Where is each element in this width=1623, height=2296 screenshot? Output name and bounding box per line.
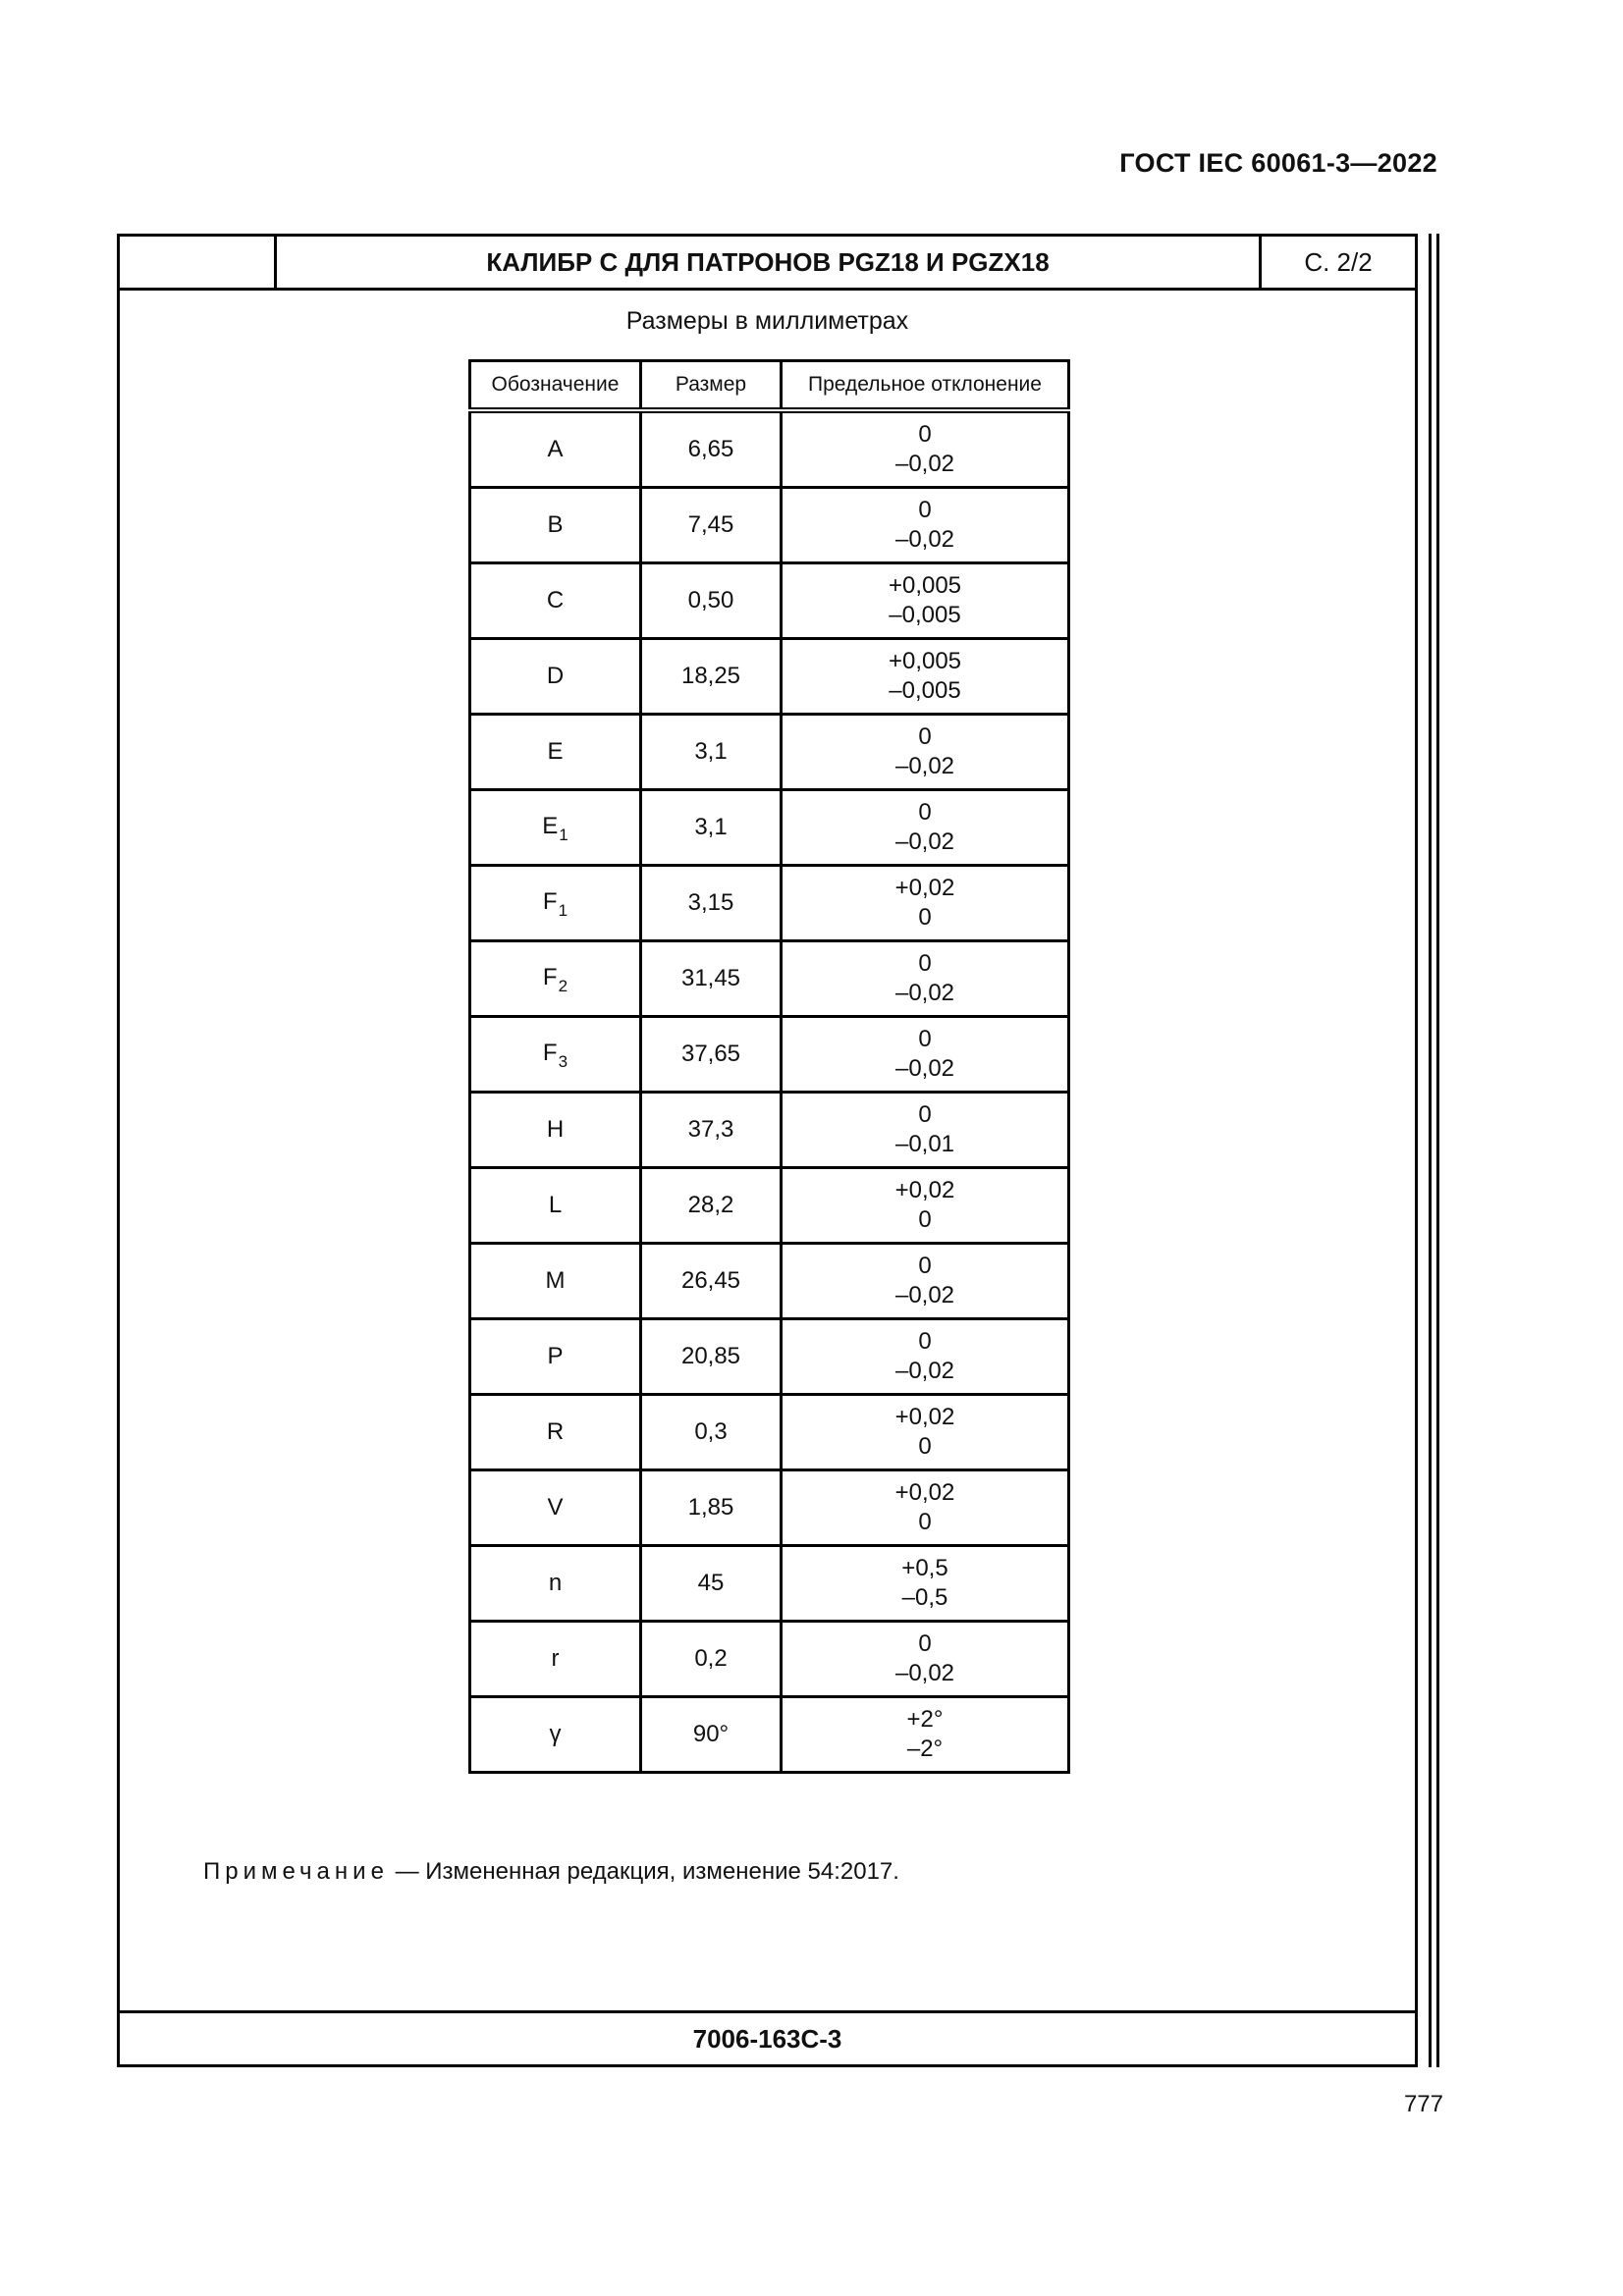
cell-tolerance: [782, 715, 1069, 790]
cell-size: 0,2: [641, 1622, 782, 1697]
tolerance-lower: 0: [918, 1433, 932, 1460]
table-row: [470, 1244, 1069, 1319]
cell-size: 6,65: [641, 410, 782, 488]
cell-size: 1,85: [641, 1470, 782, 1546]
cell-symbol: [470, 866, 641, 941]
symbol-text: E: [542, 813, 559, 839]
cell-symbol: [470, 1546, 641, 1622]
tolerance-lower: 0: [918, 1509, 932, 1535]
cell-size: 7,45: [641, 488, 782, 563]
tolerance-upper: 0: [918, 1253, 932, 1279]
title-row: [120, 237, 1415, 291]
cell-tolerance: [782, 1697, 1069, 1773]
tolerance-upper: 0: [918, 723, 932, 750]
cell-size: 26,45: [641, 1244, 782, 1319]
tolerance-lower: –0,5: [901, 1584, 948, 1611]
table-row: [470, 410, 1069, 488]
tolerance-upper: 0: [918, 950, 932, 977]
cell-tolerance: [782, 1395, 1069, 1470]
header-tolerance: Предельное отклонение: [782, 361, 1069, 411]
symbol-subscript: 1: [558, 901, 568, 920]
table-row: [470, 1697, 1069, 1773]
cell-symbol: [470, 1622, 641, 1697]
table-row: [470, 488, 1069, 563]
note: [203, 1858, 899, 1886]
cell-symbol: [470, 1244, 641, 1319]
table-header-row: [470, 361, 1069, 411]
symbol-text: B: [547, 511, 564, 538]
tolerance-lower: –0,02: [894, 1055, 955, 1082]
symbol-text: F: [542, 964, 558, 990]
dimensions-table: [468, 359, 1070, 1774]
tolerance-upper: +0,02: [894, 1404, 955, 1430]
tolerance-lower: –0,02: [894, 1358, 955, 1384]
frame-rail-inner: [1429, 234, 1432, 2067]
tolerance-upper: 0: [918, 799, 932, 826]
cell-size: 45: [641, 1546, 782, 1622]
cell-tolerance: [782, 488, 1069, 563]
cell-tolerance: [782, 1470, 1069, 1546]
table-row: [470, 639, 1069, 715]
tolerance-upper: 0: [918, 421, 932, 448]
tolerance-upper: 0: [918, 1101, 932, 1128]
tolerance-lower: –0,005: [889, 602, 961, 628]
cell-symbol: [470, 488, 641, 563]
cell-size: 28,2: [641, 1168, 782, 1244]
cell-symbol: [470, 563, 641, 639]
symbol-text: r: [551, 1645, 560, 1672]
header-symbol: Обозначение: [470, 361, 641, 411]
cell-size: 3,15: [641, 866, 782, 941]
tolerance-lower: –0,005: [889, 677, 961, 704]
tolerance-lower: –0,01: [894, 1131, 955, 1157]
standard-header: ГОСТ IEC 60061-3—2022: [1119, 148, 1437, 178]
table-body: [470, 410, 1069, 1773]
symbol-text: n: [548, 1570, 563, 1596]
cell-tolerance: [782, 1168, 1069, 1244]
cell-tolerance: [782, 1093, 1069, 1168]
title-blank-cell: [120, 237, 277, 288]
sheet-page: С. 2/2: [1304, 246, 1373, 277]
table-row: [470, 1622, 1069, 1697]
table-row: [470, 790, 1069, 866]
cell-symbol: [470, 1093, 641, 1168]
table-row: [470, 941, 1069, 1017]
cell-symbol: [470, 1017, 641, 1093]
table-row: [470, 866, 1069, 941]
header-size: Размер: [641, 361, 782, 411]
table-row: [470, 1017, 1069, 1093]
cell-symbol: [470, 941, 641, 1017]
page-number: 777: [1403, 2091, 1443, 2117]
cell-size: 37,3: [641, 1093, 782, 1168]
symbol-subscript: 3: [558, 1052, 568, 1071]
cell-symbol: [470, 1319, 641, 1395]
table-row: [470, 1470, 1069, 1546]
cell-size: 18,25: [641, 639, 782, 715]
cell-tolerance: [782, 563, 1069, 639]
tolerance-upper: +0,02: [894, 1479, 955, 1506]
cell-size: 20,85: [641, 1319, 782, 1395]
symbol-text: V: [547, 1494, 564, 1521]
tolerance-lower: –0,02: [894, 828, 955, 855]
symbol-text: D: [546, 663, 565, 689]
cell-tolerance: [782, 639, 1069, 715]
table-row: [470, 1319, 1069, 1395]
cell-symbol: [470, 1168, 641, 1244]
tolerance-lower: –0,02: [894, 753, 955, 779]
symbol-text: P: [547, 1343, 564, 1369]
table-row: [470, 1168, 1069, 1244]
units-caption: Размеры в миллиметрах: [625, 307, 909, 335]
tolerance-lower: –0,02: [894, 451, 955, 477]
tolerance-upper: 0: [918, 1630, 932, 1657]
cell-symbol: [470, 790, 641, 866]
note-text: — Измененная редакция, изменение 54:2017.: [388, 1858, 899, 1885]
table-row: [470, 715, 1069, 790]
symbol-text: C: [546, 587, 565, 614]
symbol-text: F: [542, 888, 558, 915]
tolerance-lower: –0,02: [894, 526, 955, 553]
cell-size: 0,50: [641, 563, 782, 639]
tolerance-upper: +0,005: [888, 648, 962, 674]
cell-tolerance: [782, 410, 1069, 488]
symbol-text: M: [545, 1267, 566, 1294]
tolerance-lower: 0: [918, 1206, 932, 1233]
symbol-text: γ: [549, 1721, 562, 1747]
tolerance-lower: –2°: [906, 1735, 944, 1762]
symbol-text: E: [547, 738, 564, 765]
cell-size: 0,3: [641, 1395, 782, 1470]
cell-size: 3,1: [641, 715, 782, 790]
cell-symbol: [470, 1470, 641, 1546]
cell-symbol: [470, 715, 641, 790]
symbol-text: L: [548, 1192, 563, 1218]
cell-tolerance: [782, 1546, 1069, 1622]
tolerance-upper: 0: [918, 497, 932, 523]
symbol-text: A: [547, 436, 564, 462]
tolerance-upper: 0: [918, 1026, 932, 1052]
sheet-code: 7006-163С-3: [120, 2010, 1415, 2064]
frame-rail-outer: [1436, 234, 1439, 2067]
cell-size: 31,45: [641, 941, 782, 1017]
cell-size: 90°: [641, 1697, 782, 1773]
symbol-subscript: 1: [559, 826, 568, 844]
symbol-text: R: [546, 1418, 565, 1445]
cell-size: 37,65: [641, 1017, 782, 1093]
symbol-text: H: [546, 1116, 565, 1143]
cell-symbol: [470, 639, 641, 715]
tolerance-upper: 0: [918, 1328, 932, 1355]
cell-symbol: [470, 1395, 641, 1470]
tolerance-lower: –0,02: [894, 1282, 955, 1308]
cell-symbol: [470, 1697, 641, 1773]
tolerance-upper: +0,02: [894, 1177, 955, 1203]
cell-tolerance: [782, 941, 1069, 1017]
cell-tolerance: [782, 1622, 1069, 1697]
table-row: [470, 1395, 1069, 1470]
table-row: [470, 563, 1069, 639]
cell-tolerance: [782, 1244, 1069, 1319]
cell-tolerance: [782, 866, 1069, 941]
cell-tolerance: [782, 1319, 1069, 1395]
tolerance-lower: 0: [918, 904, 932, 931]
tolerance-lower: –0,02: [894, 1660, 955, 1686]
tolerance-upper: +0,5: [901, 1555, 948, 1581]
sheet-frame: [117, 234, 1418, 2067]
cell-tolerance: [782, 1017, 1069, 1093]
tolerance-lower: –0,02: [894, 980, 955, 1006]
tolerance-upper: +0,02: [894, 875, 955, 901]
cell-symbol: [470, 410, 641, 488]
tolerance-upper: +0,005: [888, 572, 962, 599]
table-row: [470, 1093, 1069, 1168]
tolerance-upper: +2°: [906, 1706, 944, 1733]
table-row: [470, 1546, 1069, 1622]
cell-size: 3,1: [641, 790, 782, 866]
cell-tolerance: [782, 790, 1069, 866]
note-label: Примечание: [203, 1858, 389, 1885]
symbol-subscript: 2: [558, 977, 568, 995]
symbol-text: F: [542, 1040, 558, 1066]
sheet-title: КАЛИБР С ДЛЯ ПАТРОНОВ PGZ18 И PGZX18: [277, 237, 1262, 288]
